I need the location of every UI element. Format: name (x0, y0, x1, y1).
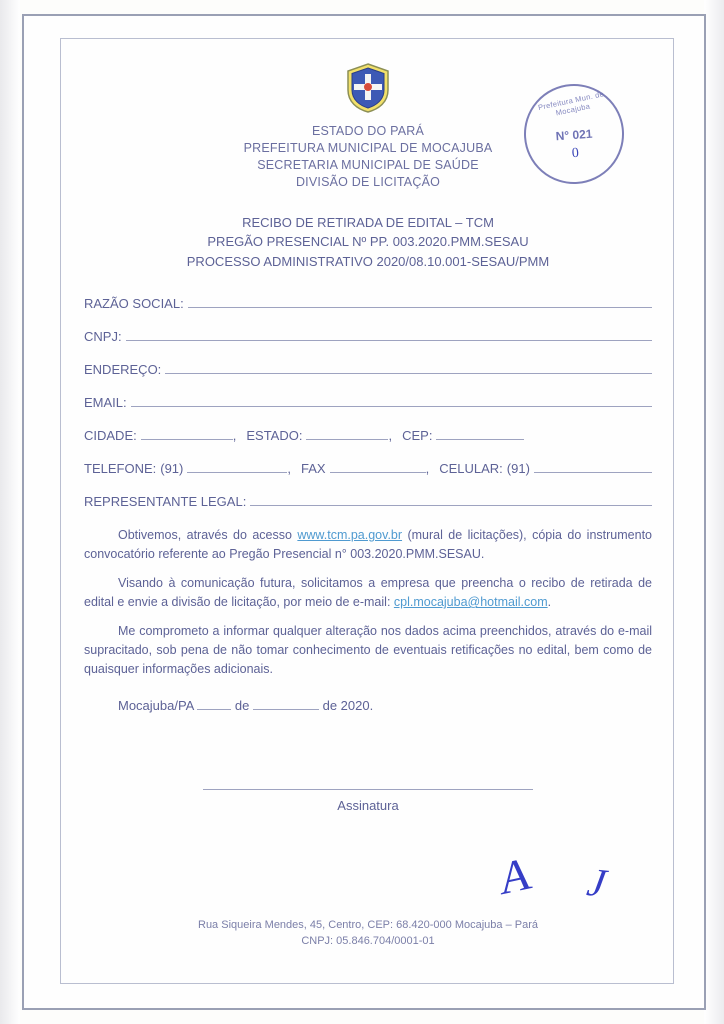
date-de-2: de 2020. (322, 697, 374, 713)
field-razao-social (84, 295, 652, 311)
separator-comma-1: , (232, 428, 237, 443)
separator-comma-3: , (287, 461, 291, 476)
input-day[interactable] (197, 709, 231, 710)
paragraph-compromisso: Me comprometo a informar qualquer alteração nos dados acima preenchidos, através do e-mail supracitado, sob pena de não tomar conhecimento de eventuais retificações no edital, bem como de quaisquer informações adicionais. (84, 623, 652, 677)
input-endereco[interactable] (165, 361, 652, 374)
input-cep[interactable] (436, 427, 524, 440)
paragraph-1-part-a: Obtivemos, através do acesso (118, 528, 298, 542)
paragraph-2-part-a: Visando à comunicação futura, solicitamos a empresa que preencha o recibo de retirada de edital e envie a divisão de licitação, por meio de e-mail: (84, 575, 652, 610)
date-de-1: de (234, 697, 250, 713)
handwritten-signature-mark-2: J (582, 859, 614, 906)
org-line-prefeitura: PREFEITURA MUNICIPAL DE MOCAJUBA (243, 140, 493, 155)
label-cidade: CIDADE: (84, 428, 137, 443)
input-estado[interactable] (306, 427, 388, 440)
org-line-divisao: DIVISÃO DE LICITAÇÃO (295, 174, 441, 189)
date-city: Mocajuba/PA (118, 697, 194, 713)
signature-block (84, 785, 652, 813)
field-email (84, 394, 652, 410)
label-telefone: TELEFONE: (84, 461, 157, 476)
signature-line[interactable] (203, 785, 533, 790)
celular-ddd: (91) (506, 461, 530, 476)
input-cnpj[interactable] (126, 328, 652, 341)
field-representante-legal (84, 493, 652, 509)
label-cep: CEP: (402, 428, 433, 443)
org-line-secretaria: SECRETARIA MUNICIPAL DE SAÚDE (257, 157, 479, 172)
paragraph-obtivemos (84, 526, 652, 565)
stamp-number-label (526, 125, 623, 146)
title-line-processo: PROCESSO ADMINISTRATIVO 2020/08.10.001-SESAU/PMM (186, 253, 550, 269)
scan-edge-left (0, 0, 20, 1024)
stamp-no-value: 021 (571, 126, 593, 143)
separator-comma-4: , (425, 461, 430, 476)
label-fax: FAX (301, 461, 326, 476)
input-fax[interactable] (330, 460, 426, 473)
coat-of-arms-icon (345, 62, 391, 114)
date-line (84, 698, 652, 713)
separator-comma-2: , (388, 428, 393, 443)
label-estado: ESTADO: (246, 428, 303, 443)
input-month[interactable] (253, 709, 319, 710)
field-cidade-estado-cep (84, 427, 652, 443)
document-footer (84, 918, 652, 950)
label-endereco: ENDEREÇO: (84, 362, 162, 377)
stamp-arc-text: Prefeitura Mun. de Mocajuba (537, 89, 605, 118)
field-endereco (84, 361, 652, 377)
page-border-outer (22, 14, 706, 1010)
stamp-no-prefix: N° (555, 128, 570, 144)
input-celular[interactable] (534, 460, 652, 473)
label-email: EMAIL: (84, 395, 127, 410)
input-razao-social[interactable] (188, 295, 652, 308)
cpl-email-link[interactable]: cpl.mocajuba@hotmail.com (393, 595, 548, 610)
telefone-ddd: (91) (160, 461, 184, 476)
field-telefone-fax-celular (84, 460, 652, 476)
body-text (84, 526, 652, 680)
paragraph-visando (84, 574, 652, 613)
org-line-estado: ESTADO DO PARÁ (311, 124, 425, 138)
input-email[interactable] (131, 394, 652, 407)
signature-label: Assinatura (337, 797, 399, 813)
document-title (84, 213, 652, 272)
tcm-website-link[interactable]: www.tcm.pa.gov.br (297, 528, 403, 542)
label-celular: CELULAR: (439, 461, 503, 476)
label-cnpj: CNPJ: (84, 329, 122, 344)
footer-address: Rua Siqueira Mendes, 45, Centro, CEP: 68.420-000 Mocajuba – Pará (198, 919, 538, 932)
document-content (84, 56, 652, 968)
label-representante-legal: REPRESENTANTE LEGAL: (84, 494, 247, 509)
scan-edge-right (704, 0, 724, 1024)
stamp-handwritten-number: 0 (571, 145, 580, 162)
title-line-recibo: RECIBO DE RETIRADA DE EDITAL – TCM (242, 214, 494, 230)
input-representante-legal[interactable] (250, 493, 652, 506)
handwritten-signature-mark-1: A (497, 846, 534, 905)
form-fields (84, 295, 652, 509)
input-cidade[interactable] (141, 427, 233, 440)
field-cnpj (84, 328, 652, 344)
paragraph-2-part-b: . (547, 595, 552, 610)
footer-cnpj: CNPJ: 05.846.704/0001-01 (301, 935, 435, 948)
paragraph-1-part-b: (mural de licitações), cópia do instrumento convocatório referente ao Pregão Presencial n° 003.2020.PMM.SESAU. (84, 528, 652, 562)
input-telefone[interactable] (187, 460, 287, 473)
title-line-pregao: PREGÃO PRESENCIAL Nº PP. 003.2020.PMM.SESAU (207, 234, 529, 249)
label-razao-social: RAZÃO SOCIAL: (84, 296, 184, 311)
